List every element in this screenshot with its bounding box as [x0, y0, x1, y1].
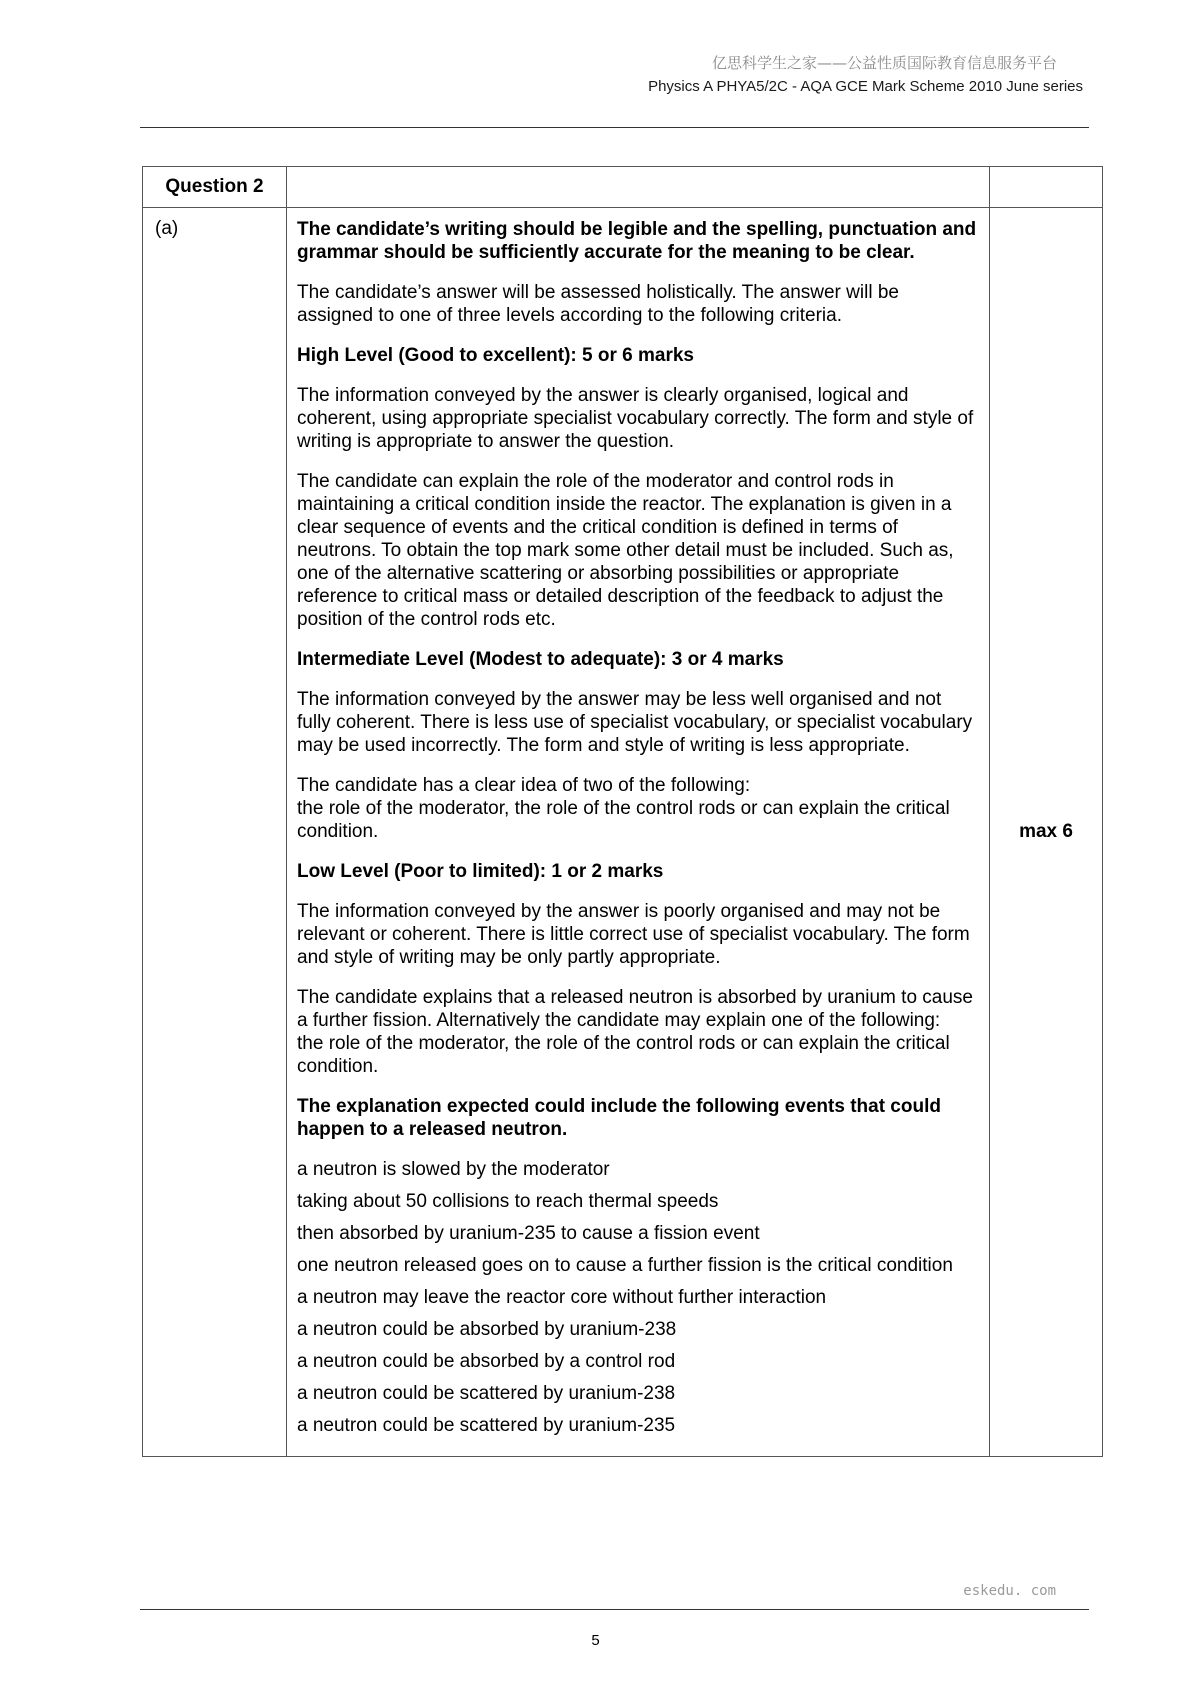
- header-site-name: 亿思科学生之家——公益性质国际教育信息服务平台: [711, 54, 1057, 72]
- list-item: one neutron released goes on to cause a further fission is the critical condition: [297, 1255, 953, 1276]
- criteria-heading: High Level (Good to excellent): 5 or 6 marks: [297, 345, 694, 366]
- list-item: a neutron is slowed by the moderator: [297, 1159, 610, 1180]
- criteria-heading: The explanation expected could include the following events that could happen to a released neutron.: [297, 1096, 941, 1140]
- list-item: a neutron could be scattered by uranium-238: [297, 1383, 676, 1404]
- criteria-paragraph: The information conveyed by the answer may be less well organised and not fully coherent. There is less use of specialist vocabulary, or specialist vocabulary may be used incorrectly. The form and style of writing is less appropriate.: [297, 689, 973, 756]
- list-item: then absorbed by uranium-235 to cause a fission event: [297, 1223, 760, 1244]
- criteria-paragraph: The information conveyed by the answer is poorly organised and may not be relevant or coherent. There is little correct use of specialist vocabulary. The form and style of writing may be only partly appropriate.: [297, 901, 970, 968]
- marks-value: max 6: [990, 208, 1103, 1457]
- criteria-paragraph: The candidate can explain the role of the moderator and control rods in maintaining a critical condition inside the reactor. The explanation is given in a clear sequence of events and the critical condition is defined in terms of neutrons. To obtain the top mark some other detail must be included. Such as, one of the alternative scattering or absorbing possibilities or appropriate reference to critical mass or detailed description of the feedback to adjust the position of the control rods etc.: [297, 471, 954, 630]
- mark-scheme-table: [142, 166, 1103, 1457]
- criteria-heading: Low Level (Poor to limited): 1 or 2 marks: [297, 861, 664, 882]
- question-label: Question 2: [143, 167, 287, 208]
- table-header-row: [143, 167, 1103, 208]
- header-title: Physics A PHYA5/2C - AQA GCE Mark Scheme 2010 June series: [648, 78, 1083, 95]
- question-part: (a): [143, 208, 287, 1457]
- criteria-paragraphs: [297, 218, 979, 1141]
- table-row: [143, 208, 1103, 1457]
- criteria-paragraph: The candidate explains that a released neutron is absorbed by uranium to cause a further fission. Alternatively the candidate may explain one of the following: the role of the moderator, the role of the control rods or can explain the critical condition.: [297, 987, 973, 1077]
- list-item: a neutron may leave the reactor core without further interaction: [297, 1287, 827, 1308]
- criteria-paragraph: The candidate’s answer will be assessed holistically. The answer will be assigned to one of three levels according to the following criteria.: [297, 282, 899, 326]
- list-item: a neutron could be absorbed by uranium-238: [297, 1319, 677, 1340]
- page-number: 5: [591, 1632, 600, 1649]
- header-divider: [140, 127, 1089, 128]
- criteria-paragraph: The information conveyed by the answer is clearly organised, logical and coherent, using appropriate specialist vocabulary correctly. The form and style of writing is appropriate to answer the question.: [297, 385, 974, 452]
- criteria-heading: Intermediate Level (Modest to adequate): 3 or 4 marks: [297, 649, 784, 670]
- answer-content: [287, 208, 990, 1457]
- events-list: [297, 1158, 979, 1437]
- list-item: a neutron could be scattered by uranium-235: [297, 1415, 676, 1436]
- header-marks-cell: [990, 167, 1103, 208]
- criteria-heading: The candidate’s writing should be legible and the spelling, punctuation and grammar should be sufficiently accurate for the meaning to be clear.: [297, 219, 977, 263]
- list-item: a neutron could be absorbed by a control rod: [297, 1351, 676, 1372]
- watermark-text: eskedu. com: [963, 1583, 1056, 1599]
- criteria-paragraph: The candidate has a clear idea of two of the following: the role of the moderator, the role of the control rods or can explain the critical condition.: [297, 775, 950, 842]
- header-empty-cell: [287, 167, 990, 208]
- footer-divider: [140, 1609, 1089, 1610]
- list-item: taking about 50 collisions to reach thermal speeds: [297, 1191, 719, 1212]
